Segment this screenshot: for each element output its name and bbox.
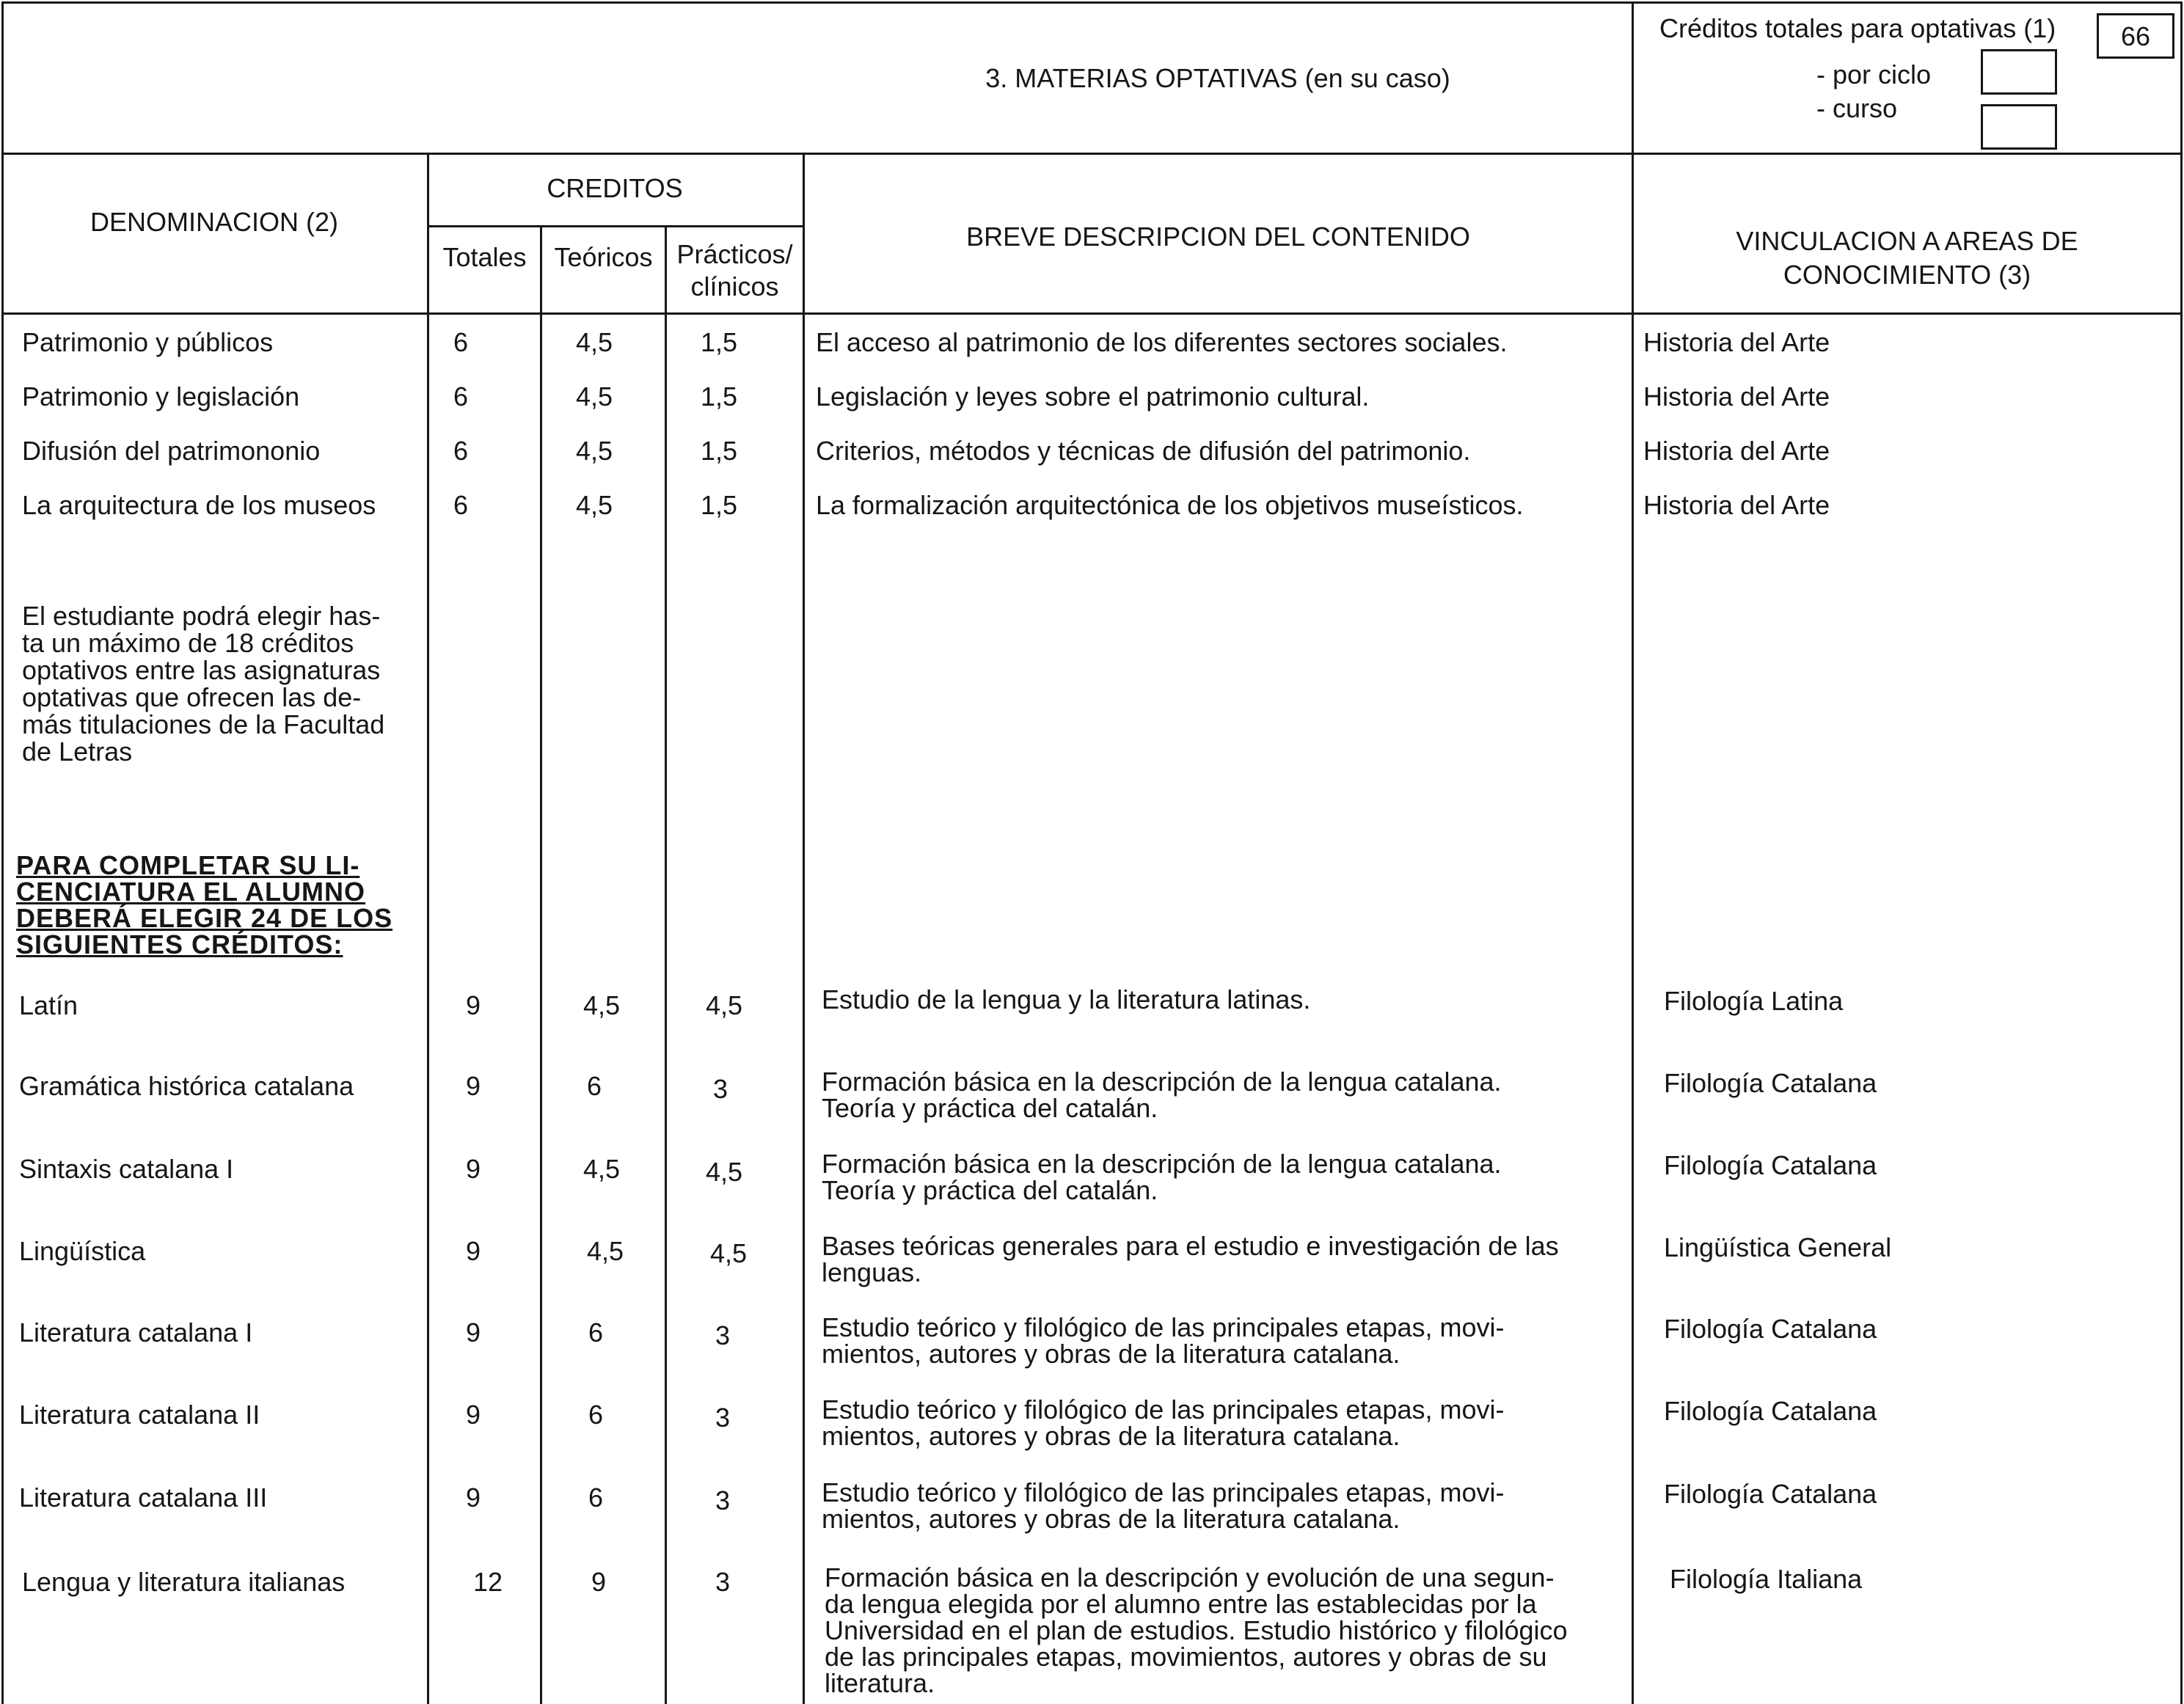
row-teoricos: 4,5 xyxy=(583,990,621,1020)
row-totales: 6 xyxy=(453,490,469,520)
row-denominacion: Lingüística xyxy=(19,1236,146,1266)
row-denominacion: Lengua y literatura italianas xyxy=(22,1567,346,1597)
row-denominacion: La arquitectura de los museos xyxy=(22,490,376,520)
total-credits-box xyxy=(2097,13,2174,59)
curso-box xyxy=(1981,104,2057,150)
col-denominacion: DENOMINACION (2) xyxy=(90,207,338,237)
row-practicos: 1,5 xyxy=(701,327,738,357)
row-totales: 9 xyxy=(465,1071,481,1101)
rule-col-vinculacion xyxy=(1632,1,1634,1704)
note-line: El estudiante podrá elegir has- xyxy=(22,601,381,631)
note-line: ta un máximo de 18 créditos xyxy=(22,628,354,658)
row-denominacion: Gramática histórica catalana xyxy=(19,1071,354,1101)
row-practicos: 3 xyxy=(715,1320,731,1350)
rule-col-teoricos xyxy=(540,225,542,1704)
row-teoricos: 6 xyxy=(587,1071,602,1101)
row-descripcion: de las principales etapas, movimientos, autores y obras de su xyxy=(825,1642,1547,1672)
rule-left xyxy=(1,1,4,1704)
col-practicos-line2: clínicos xyxy=(690,271,779,301)
row-denominacion: Patrimonio y legislación xyxy=(22,381,300,412)
por-ciclo-box xyxy=(1981,49,2057,95)
row-denominacion: Sintaxis catalana I xyxy=(19,1154,234,1184)
row-totales: 9 xyxy=(465,1400,481,1430)
row-teoricos: 4,5 xyxy=(576,381,613,412)
row-practicos: 4,5 xyxy=(706,1157,743,1187)
row-teoricos: 4,5 xyxy=(583,1154,621,1184)
col-totales: Totales xyxy=(442,242,527,272)
section-line: SIGUIENTES CRÉDITOS: xyxy=(16,929,343,959)
section-line: CENCIATURA EL ALUMNO xyxy=(16,877,365,907)
total-credits-label: Créditos totales para optativas (1) xyxy=(1659,13,2056,43)
row-descripcion: Criterios, métodos y técnicas de difusión del patrimonio. xyxy=(816,436,1471,466)
row-totales: 6 xyxy=(453,327,469,357)
row-area: Lingüística General xyxy=(1664,1232,1892,1262)
row-totales: 9 xyxy=(465,1482,481,1513)
row-denominacion: Literatura catalana II xyxy=(19,1400,260,1430)
row-descripcion: Bases teóricas generales para el estudio e investigación de las xyxy=(822,1231,1559,1261)
curso-label: - curso xyxy=(1816,93,1898,123)
col-vinculacion-line2: CONOCIMIENTO (3) xyxy=(1783,260,2031,290)
row-area: Historia del Arte xyxy=(1643,436,1830,466)
row-descripcion: mientos, autores y obras de la literatura catalana. xyxy=(822,1504,1400,1534)
row-teoricos: 6 xyxy=(588,1317,604,1348)
row-totales: 9 xyxy=(465,1317,481,1348)
row-practicos: 4,5 xyxy=(710,1238,748,1268)
row-descripcion: mientos, autores y obras de la literatura catalana. xyxy=(822,1421,1400,1451)
row-totales: 6 xyxy=(453,436,469,466)
row-area: Historia del Arte xyxy=(1643,490,1830,520)
row-practicos: 4,5 xyxy=(706,990,743,1020)
section-line: PARA COMPLETAR SU LI- xyxy=(16,850,360,880)
row-teoricos: 9 xyxy=(591,1567,607,1597)
row-descripcion: da lengua elegida por el alumno entre las establecidas por la xyxy=(825,1589,1537,1619)
row-teoricos: 6 xyxy=(588,1482,604,1513)
row-totales: 9 xyxy=(465,1154,481,1184)
row-descripcion: lenguas. xyxy=(822,1257,922,1287)
row-descripcion: Universidad en el plan de estudios. Estudio histórico y filológico xyxy=(825,1615,1568,1645)
row-practicos: 1,5 xyxy=(701,490,738,520)
row-denominacion: Literatura catalana I xyxy=(19,1317,253,1348)
row-area: Filología Catalana xyxy=(1664,1396,1877,1426)
row-teoricos: 4,5 xyxy=(576,490,613,520)
row-totales: 9 xyxy=(465,1236,481,1266)
col-creditos: CREDITOS xyxy=(547,173,683,203)
rule-top xyxy=(1,1,2183,4)
row-descripcion: literatura. xyxy=(825,1668,935,1698)
row-denominacion: Difusión del patrimononio xyxy=(22,436,321,466)
row-area: Filología Italiana xyxy=(1670,1564,1863,1594)
row-practicos: 3 xyxy=(715,1567,731,1597)
rule-col-descripcion xyxy=(803,153,805,1704)
row-descripcion: La formalización arquitectónica de los objetivos museísticos. xyxy=(816,490,1524,520)
rule-colhead-bottom xyxy=(1,312,2183,315)
row-practicos: 1,5 xyxy=(701,436,738,466)
row-descripcion: El acceso al patrimonio de los diferentes sectores sociales. xyxy=(816,327,1508,357)
row-teoricos: 4,5 xyxy=(576,436,613,466)
row-teoricos: 4,5 xyxy=(576,327,613,357)
row-descripcion: Estudio teórico y filológico de las principales etapas, movi- xyxy=(822,1312,1505,1342)
row-descripcion: mientos, autores y obras de la literatura catalana. xyxy=(822,1339,1400,1369)
por-ciclo-label: - por ciclo xyxy=(1816,59,1932,89)
row-area: Filología Catalana xyxy=(1664,1314,1877,1344)
row-teoricos: 4,5 xyxy=(587,1236,624,1266)
row-practicos: 3 xyxy=(713,1074,728,1104)
row-descripcion: Teoría y práctica del catalán. xyxy=(822,1175,1158,1205)
row-denominacion: Latín xyxy=(19,990,78,1020)
row-area: Filología Latina xyxy=(1664,986,1844,1016)
total-credits-value: 66 xyxy=(2120,21,2151,51)
row-totales: 6 xyxy=(453,381,469,412)
col-vinculacion-line1: VINCULACION A AREAS DE xyxy=(1736,226,2078,256)
rule-col-practicos xyxy=(665,225,667,1704)
row-descripcion: Formación básica en la descripción de la lengua catalana. xyxy=(822,1067,1502,1097)
row-practicos: 3 xyxy=(715,1485,731,1515)
col-teoricos: Teóricos xyxy=(554,242,653,272)
row-denominacion: Patrimonio y públicos xyxy=(22,327,274,357)
row-descripcion: Estudio teórico y filológico de las principales etapas, movi- xyxy=(822,1394,1505,1425)
row-area: Historia del Arte xyxy=(1643,327,1830,357)
row-totales: 12 xyxy=(472,1567,503,1597)
row-area: Filología Catalana xyxy=(1664,1479,1877,1509)
form-title: 3. MATERIAS OPTATIVAS (en su caso) xyxy=(985,63,1450,93)
rule-header-bottom xyxy=(1,153,2183,155)
row-practicos: 3 xyxy=(715,1403,731,1433)
row-descripcion: Legislación y leyes sobre el patrimonio cultural. xyxy=(816,381,1370,412)
row-area: Historia del Arte xyxy=(1643,381,1830,412)
row-denominacion: Literatura catalana III xyxy=(19,1482,268,1513)
row-practicos: 1,5 xyxy=(701,381,738,412)
col-descripcion: BREVE DESCRIPCION DEL CONTENIDO xyxy=(966,222,1470,252)
col-practicos-line1: Prácticos/ xyxy=(676,239,793,269)
section-line: DEBERÁ ELEGIR 24 DE LOS xyxy=(16,903,393,933)
note-line: optativas que ofrecen las de- xyxy=(22,682,362,712)
row-area: Filología Catalana xyxy=(1664,1150,1877,1180)
note-line: más titulaciones de la Facultad xyxy=(22,709,385,739)
row-descripcion: Formación básica en la descripción y evolución de una segun- xyxy=(825,1562,1555,1593)
row-totales: 9 xyxy=(465,990,481,1020)
row-area: Filología Catalana xyxy=(1664,1068,1877,1098)
row-descripcion: Formación básica en la descripción de la lengua catalana. xyxy=(822,1149,1502,1179)
row-descripcion: Estudio teórico y filológico de las principales etapas, movi- xyxy=(822,1477,1505,1507)
rule-creditos-split xyxy=(427,225,804,227)
note-line: de Letras xyxy=(22,736,133,767)
row-teoricos: 6 xyxy=(588,1400,604,1430)
rule-col-creditos xyxy=(427,153,429,1704)
note-line: optativos entre las asignaturas xyxy=(22,655,381,685)
rule-right xyxy=(2180,1,2183,1704)
row-descripcion: Estudio de la lengua y la literatura latinas. xyxy=(822,984,1311,1014)
row-descripcion: Teoría y práctica del catalán. xyxy=(822,1093,1158,1123)
